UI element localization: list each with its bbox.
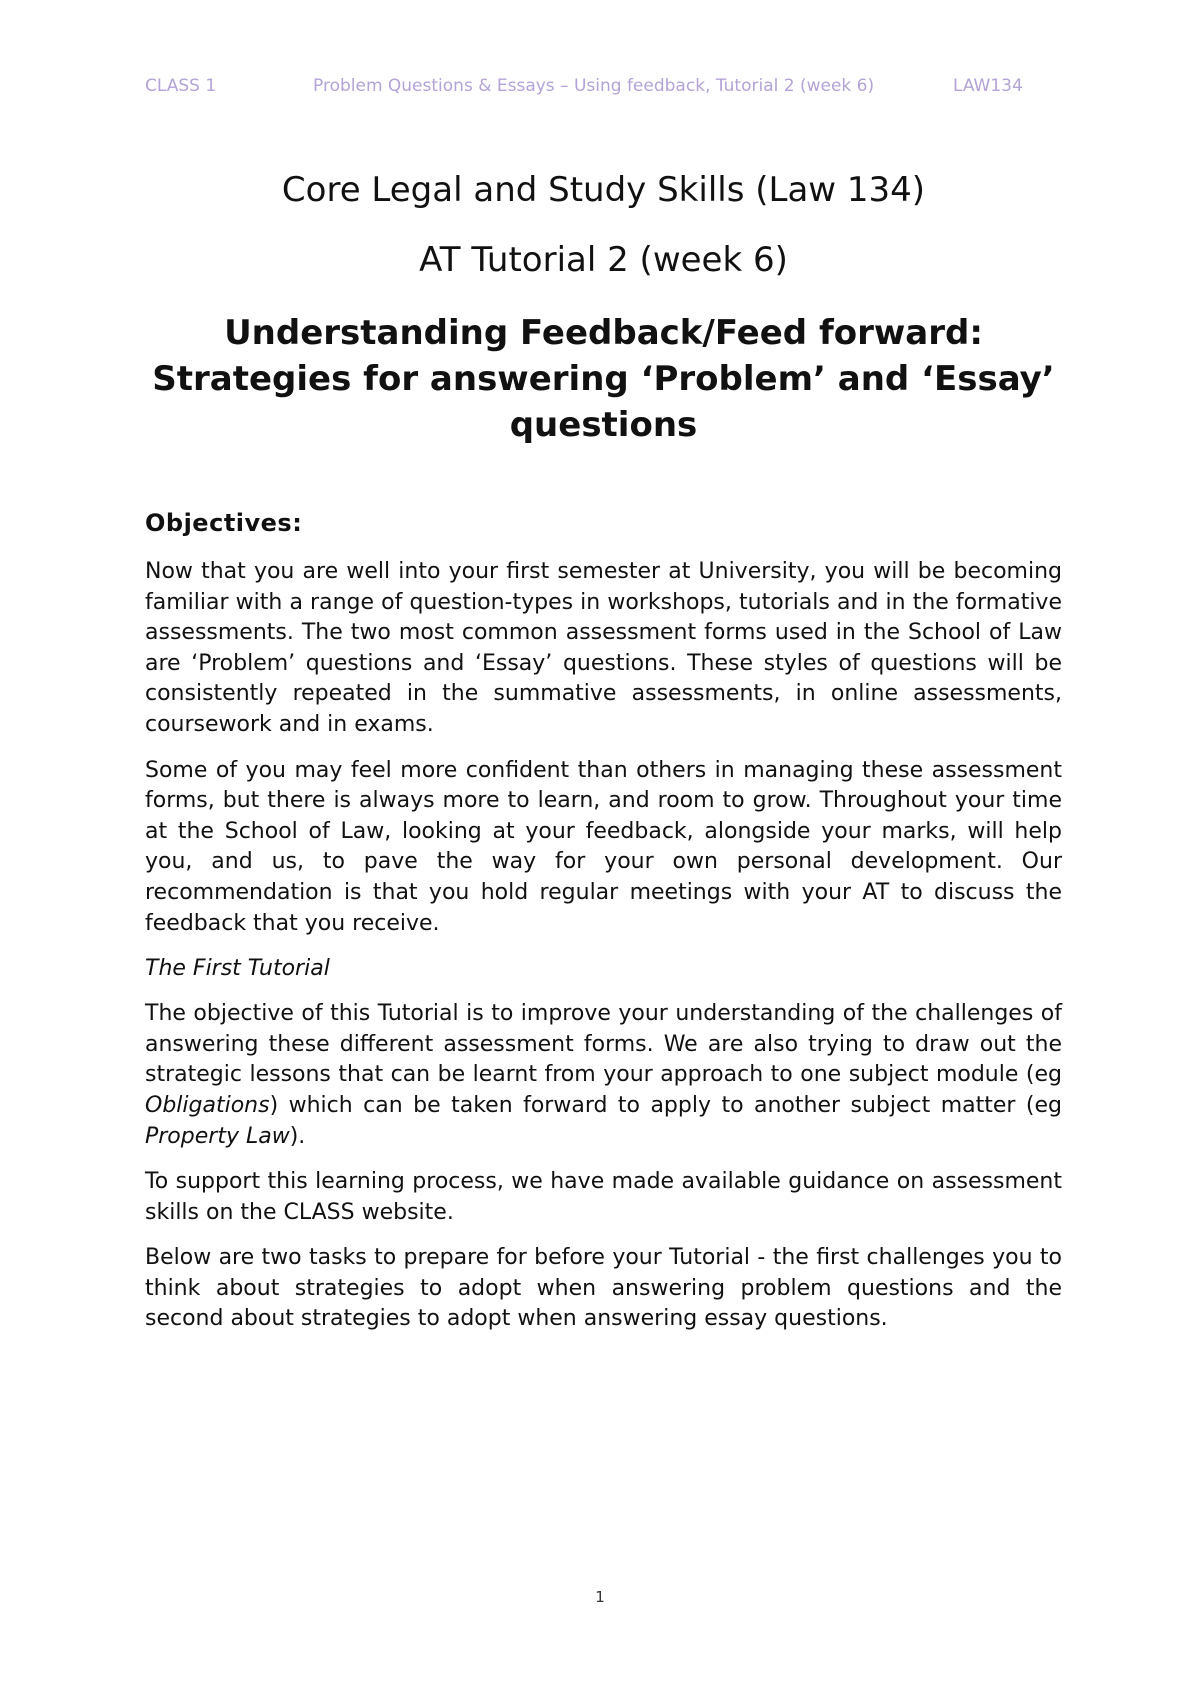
header-center-text: Problem Questions & Essays – Using feedback, Tutorial 2 (week 6) (313, 76, 875, 96)
page-number: 1 (595, 1588, 605, 1606)
paragraph-text: ). (289, 1123, 306, 1149)
emphasis-property-law: Property Law (145, 1123, 290, 1149)
paragraph-text: ) which can be taken forward to apply to another subject matter (eg (269, 1092, 1062, 1118)
page-header (0, 76, 1200, 100)
objectives-heading: Objectives: (145, 509, 303, 537)
first-tutorial-paragraph-1 (145, 999, 1062, 1152)
first-tutorial-paragraph-3: Below are two tasks to prepare for before your Tutorial - the first challenges you to think about strategies to adopt when answering problem questions and the second about strategies to adopt when answering essay questions. (145, 1245, 1062, 1332)
first-tutorial-heading: The First Tutorial (145, 956, 330, 982)
emphasis-obligations: Obligations (145, 1092, 270, 1118)
course-title: Core Legal and Study Skills (Law 134) (281, 170, 926, 210)
objectives-paragraph-1: Now that you are well into your first semester at University, you will be becoming familiar with a range of question-types in workshops, tutorials and in the formative assessments. The two most common assessment forms used in the School of Law are ‘Problem’ questions and ‘Essay’ questions. These styles of questions will be consistently repeated in the summative assessments, in online assessments, coursework and in exams. (145, 559, 1062, 737)
header-right-text: LAW134 (953, 76, 1023, 96)
page-content (145, 170, 1062, 1335)
paragraph-text: The objective of this Tutorial is to improve your understanding of the challenges of answering these different assessment forms. We are also trying to draw out the strategic lessons that can be learnt from your approach to one subject module (eg (145, 1001, 1062, 1088)
tutorial-title: AT Tutorial 2 (week 6) (419, 240, 788, 280)
objectives-paragraph-2: Some of you may feel more confident than others in managing these assessment forms, but there is always more to learn, and room to grow. Throughout your time at the School of Law, looking at your feedback, alongside your marks, will help you, and us, to pave the way for your own personal development. Our recommendation is that you hold regular meetings with your AT to discuss the feedback that you receive. (145, 757, 1062, 936)
header-left-text: CLASS 1 (145, 76, 217, 96)
main-heading: Understanding Feedback/Feed forward: Strategies for answering ‘Problem’ and ‘Essay’ questions (152, 313, 1055, 445)
first-tutorial-paragraph-2: To support this learning process, we have made available guidance on assessment skills on the CLASS website. (145, 1169, 1062, 1225)
